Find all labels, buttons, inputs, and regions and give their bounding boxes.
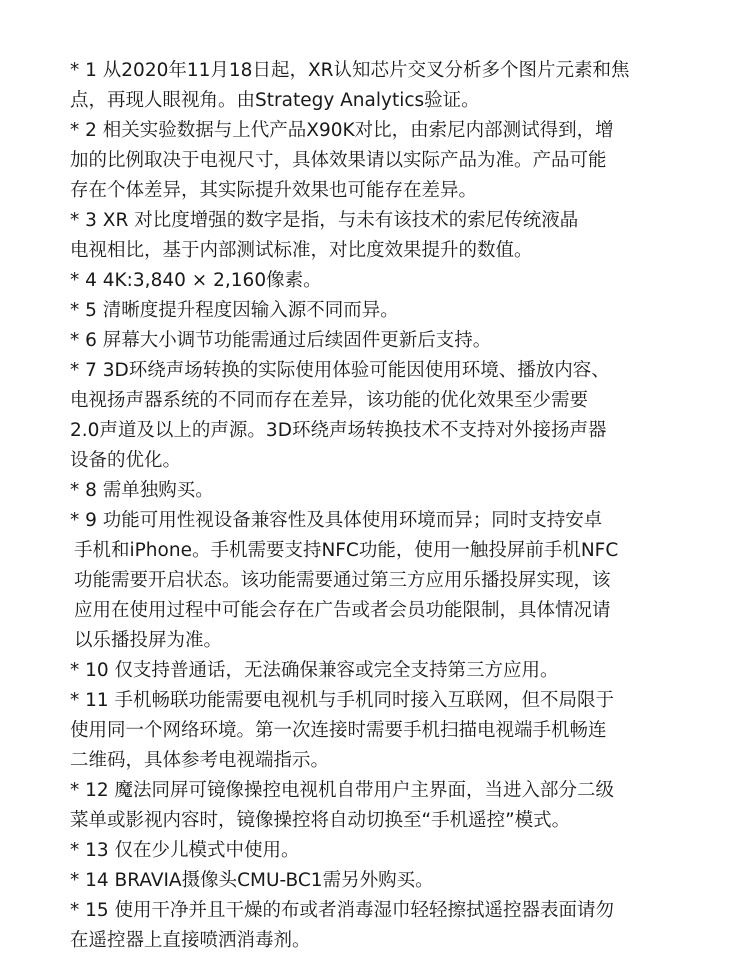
footnote-line: 二维码，具体参考电视端指示。 xyxy=(70,750,330,771)
footnote-line: * 11 手机畅联功能需要电视机与手机同时接入互联网，但不局限于 xyxy=(70,690,615,711)
footnote-line: 2.0声道及以上的声源。3D环绕声场转换技术不支持对外接扬声器 xyxy=(70,420,607,441)
footnote-line: 点，再现人眼视角。由Strategy Analytics验证。 xyxy=(70,90,480,111)
footnote-line: * 8 需单独购买。 xyxy=(70,480,214,501)
footnote-line: * 10 仅支持普通话，无法确保兼容或完全支持第三方应用。 xyxy=(70,660,559,681)
footnote-3 xyxy=(70,206,670,266)
footnote-10 xyxy=(70,656,670,686)
footnote-line: 在遥控器上直接喷洒消毒剂。 xyxy=(70,930,311,951)
footnote-line: * 14 BRAVIA摄像头CMU-BC1需另外购买。 xyxy=(70,870,434,891)
footnote-line: * 2 相关实验数据与上代产品X90K对比，由索尼内部测试得到，增 xyxy=(70,120,614,141)
footnote-7 xyxy=(70,356,670,476)
footnote-line: * 4 4K:3,840 × 2,160像素。 xyxy=(70,270,322,291)
footnote-4 xyxy=(70,266,670,296)
footnotes-list xyxy=(70,56,670,956)
footnote-line: * 1 从2020年11月18日起，XR认知芯片交叉分析多个图片元素和焦 xyxy=(70,60,630,81)
footnote-1 xyxy=(70,56,670,116)
footnote-line: 电视相比，基于内部测试标准，对比度效果提升的数值。 xyxy=(70,240,533,261)
footnote-line: * 5 清晰度提升程度因输入源不同而异。 xyxy=(70,300,399,321)
footnote-line: * 15 使用干净并且干燥的布或者消毒湿巾轻轻擦拭遥控器表面请勿 xyxy=(70,900,615,921)
footnote-8 xyxy=(70,476,670,506)
footnote-line: 使用同一个网络环境。第一次连接时需要手机扫描电视端手机畅连 xyxy=(70,720,607,741)
footnote-line: 电视扬声器系统的不同而存在差异，该功能的优化效果至少需要 xyxy=(70,390,589,411)
footnote-line: 加的比例取决于电视尺寸，具体效果请以实际产品为准。产品可能 xyxy=(70,150,607,171)
footnote-14 xyxy=(70,866,670,896)
footnote-line: 存在个体差异，其实际提升效果也可能存在差异。 xyxy=(70,180,478,201)
footnote-5 xyxy=(70,296,670,326)
footnote-line: * 3 XR 对比度增强的数字是指，与未有该技术的索尼传统液晶 xyxy=(70,210,579,231)
footnote-line: * 13 仅在少儿模式中使用。 xyxy=(70,840,300,861)
footnote-6 xyxy=(70,326,670,356)
footnote-9 xyxy=(70,506,670,656)
footnote-13 xyxy=(70,836,670,866)
footnote-line: 菜单或影视内容时，镜像操控将自动切换至“手机遥控”模式。 xyxy=(70,810,571,831)
footnote-line: 以乐播投屏为准。 xyxy=(74,630,223,651)
footnote-2 xyxy=(70,116,670,206)
footnote-12 xyxy=(70,776,670,836)
footnote-11 xyxy=(70,686,670,776)
footnote-15 xyxy=(70,896,670,956)
footnote-line: 设备的优化。 xyxy=(70,450,182,471)
footnote-line: * 7 3D环绕声场转换的实际使用体验可能因使用环境、播放内容、 xyxy=(70,360,610,381)
footnote-line: 功能需要开启状态。该功能需要通过第三方应用乐播投屏实现，该 xyxy=(74,570,611,591)
footnote-line: 手机和iPhone。手机需要支持NFC功能，使用一触投屏前手机NFC xyxy=(74,540,619,561)
footnote-line: * 12 魔法同屏可镜像操控电视机自带用户主界面，当进入部分二级 xyxy=(70,780,615,801)
footnote-line: * 6 屏幕大小调节功能需通过后续固件更新后支持。 xyxy=(70,330,492,351)
footnote-line: * 9 功能可用性视设备兼容性及具体使用环境而异；同时支持安卓 xyxy=(70,510,603,531)
footnote-line: 应用在使用过程中可能会存在广告或者会员功能限制，具体情况请 xyxy=(74,600,611,621)
